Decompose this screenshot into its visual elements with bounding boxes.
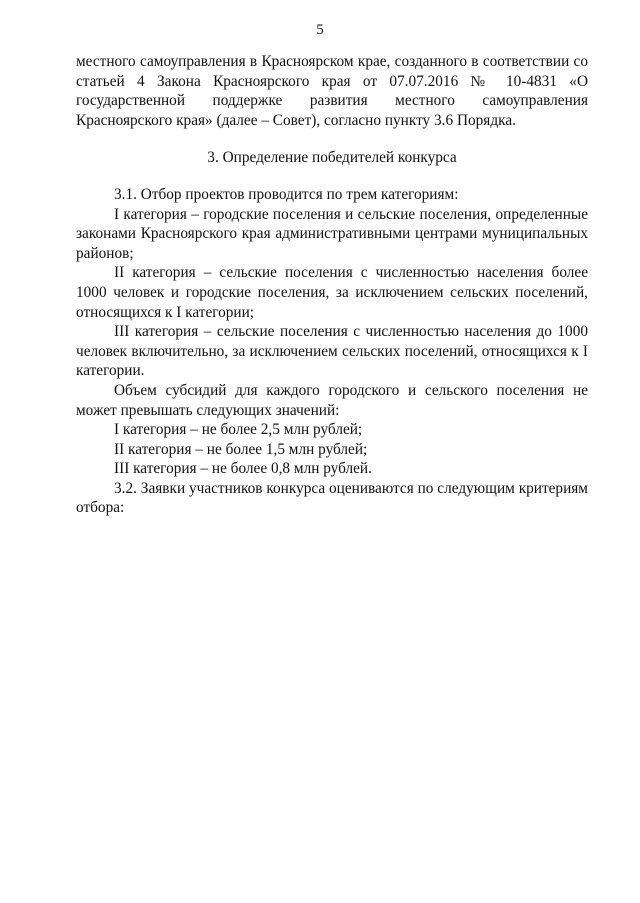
category-2-definition: II категория – сельские поселения с численностью населения более 1000 человек и городские поселения, за исключением сельских поселений, относящихся к I категории; xyxy=(76,264,588,321)
subsidy-limit-category-3: III категория – не более 0,8 млн рублей. xyxy=(114,460,372,478)
subsidy-limit-intro: Объем субсидий для каждого городского и сельского поселения не может превышать следующих значений: xyxy=(76,381,588,419)
page-number: 5 xyxy=(316,22,324,38)
category-3-definition: III категория – сельские поселения с численностью населения до 1000 человек включительно, за исключением сельских поселений, относящихся к I категории. xyxy=(76,323,588,380)
section-heading: 3. Определение победителей конкурса xyxy=(207,149,457,167)
intro-paragraph: местного самоуправления в Красноярском крае, созданного в соответствии со статьей 4 Закона Красноярского края от 07.07.2016 № 10-4831 «О государственной поддержке развития местного самоуправления Красноярского края» (далее – Совет), согласно пункту 3.6 Порядка. xyxy=(76,53,588,129)
clause-3-1: 3.1. Отбор проектов проводится по трем категориям: xyxy=(114,185,459,203)
clause-3-2: 3.2. Заявки участников конкурса оцениваются по следующим критериям отбора: xyxy=(76,479,588,517)
document-body xyxy=(76,52,588,518)
category-1-definition: I категория – городские поселения и сельские поселения, определенные законами Красноярского края административными центрами муниципальных районов; xyxy=(76,205,588,262)
subsidy-limit-category-2: II категория – не более 1,5 млн рублей; xyxy=(114,440,368,458)
subsidy-limit-category-1: I категория – не более 2,5 млн рублей; xyxy=(114,421,363,439)
